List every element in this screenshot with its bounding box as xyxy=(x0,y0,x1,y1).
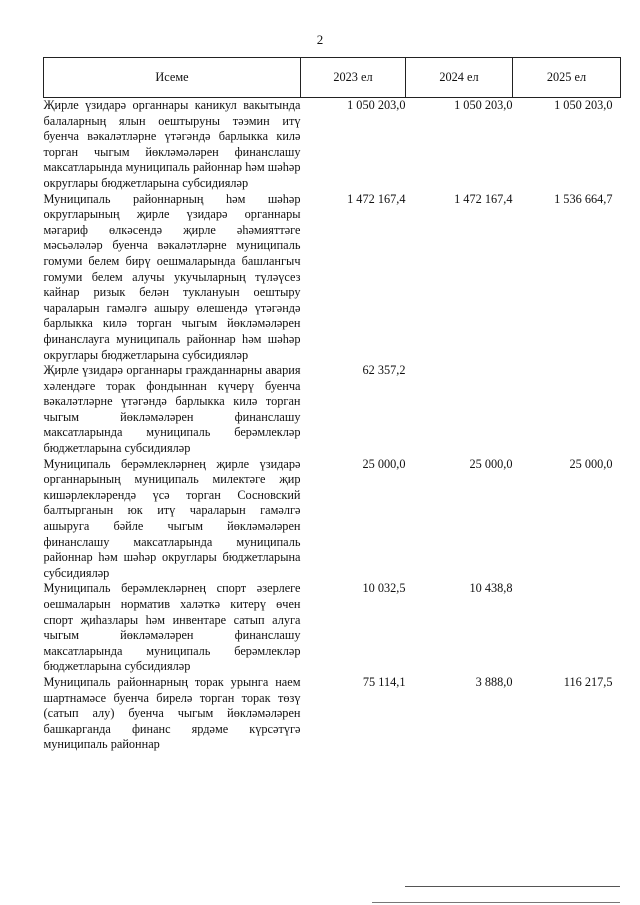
row-value-2025: 25 000,0 xyxy=(569,456,613,471)
row-value-2023: 10 032,5 xyxy=(362,581,406,596)
row-value-2024: 1 472 167,4 xyxy=(454,191,513,206)
footer-divider xyxy=(372,902,620,903)
page-number: 2 xyxy=(316,32,324,47)
table-row xyxy=(44,457,621,582)
header-2023: 2023 ел xyxy=(301,58,406,98)
row-value-2023: 1 050 203,0 xyxy=(347,98,406,112)
row-value-2025: 1 536 664,7 xyxy=(554,191,613,206)
row-name: Муниципаль берәмлекләрнең җирле үзидарә органнарының муниципаль милектәге җир кишәрлекләрендә үсә торган Сосновский балтырганын юк итү чараларын гамәлгә ашыруга бәйле чыгым йөкләмәләрен финанслашу максатларында муниципаль районнар һәм шәһәр округлары бюджетларына субсидияләр xyxy=(43,456,301,580)
row-value-2024: 1 050 203,0 xyxy=(454,98,513,112)
header-name: Исеме xyxy=(44,58,301,98)
table-row xyxy=(44,581,621,675)
row-value-2025: 116 217,5 xyxy=(563,674,613,689)
row-value-2023: 75 114,1 xyxy=(362,674,406,689)
row-value-2023: 62 357,2 xyxy=(362,363,406,378)
row-value-2024: 3 888,0 xyxy=(475,674,513,689)
row-value-2024: 25 000,0 xyxy=(469,456,513,471)
table-row xyxy=(44,363,621,457)
table-row xyxy=(44,98,621,192)
row-value-2023: 1 472 167,4 xyxy=(347,191,406,206)
header-2025: 2025 ел xyxy=(513,58,621,98)
row-value-2025 xyxy=(513,581,621,675)
table-row xyxy=(44,675,621,753)
row-name: Җирле үзидарә органнары гражданнарны авария хәлендәге торак фондыннан күчерү буенча вәкаләтләрне үтәгәндә барлыкка килә торган чыгым йөкләмәләрен финанслашу максатларында муниципаль берәмлекләр бюджетларына субсидияләр xyxy=(43,363,301,456)
table-row xyxy=(44,192,621,364)
footer-divider xyxy=(405,886,620,887)
budget-table xyxy=(43,57,621,753)
row-name: Муниципаль берәмлекләрнең спорт әзерлеге оешмаларын норматив халәткә китерү өчен спорт җиһазлары һәм инвентаре сатып алуга чыгым йөкләмәләрен финанслашу максатларында муниципаль берәмлекләр бюджетларына субсидияләр xyxy=(43,581,301,674)
header-2024: 2024 ел xyxy=(406,58,513,98)
row-name: Җирле үзидарә органнары каникул вакытында балаларның ялын оештыруны тәэмин итү буенча вәкаләтләрне үтәгәндә барлыкка килә торган чыгым йөкләмәләрен финанслашу максатларында муниципаль районнар һәм шәһәр округлары бюджетларына субсидияләр xyxy=(43,98,301,190)
row-value-2025 xyxy=(513,363,621,457)
row-value-2024 xyxy=(406,363,513,457)
row-value-2025: 1 050 203,0 xyxy=(554,98,613,112)
row-name: Муниципаль районнарның һәм шәһәр округларының җирле үзидарә органнары мәгариф өлкәсендә җирле әһәмияттәге мәсьәләләр буенча вәкаләтләрне муниципаль гомуми белем бирү оешмаларында башлангыч гомуми белем алучы укучыларның түләүсез кайнар ризык белән туклануын оештыру чараларын гамәлгә ашыру өлешендә үтәгәндә барлыкка килә торган чыгым йөкләмәләрен финанслауга муниципаль районнар һәм шәһәр округлары бюджетларына субсидияләр xyxy=(43,191,301,362)
row-name: Муниципаль районнарның торак урынга наем шартнамәсе буенча бирелә торган торак төзү (сатып алу) буенча чыгым йөкләмәләрен башкарганда финанс ярдәме күрсәтүгә муниципаль районнар xyxy=(43,674,301,752)
table-header-row xyxy=(44,58,621,98)
row-value-2023: 25 000,0 xyxy=(362,456,406,471)
row-value-2024: 10 438,8 xyxy=(469,581,513,596)
